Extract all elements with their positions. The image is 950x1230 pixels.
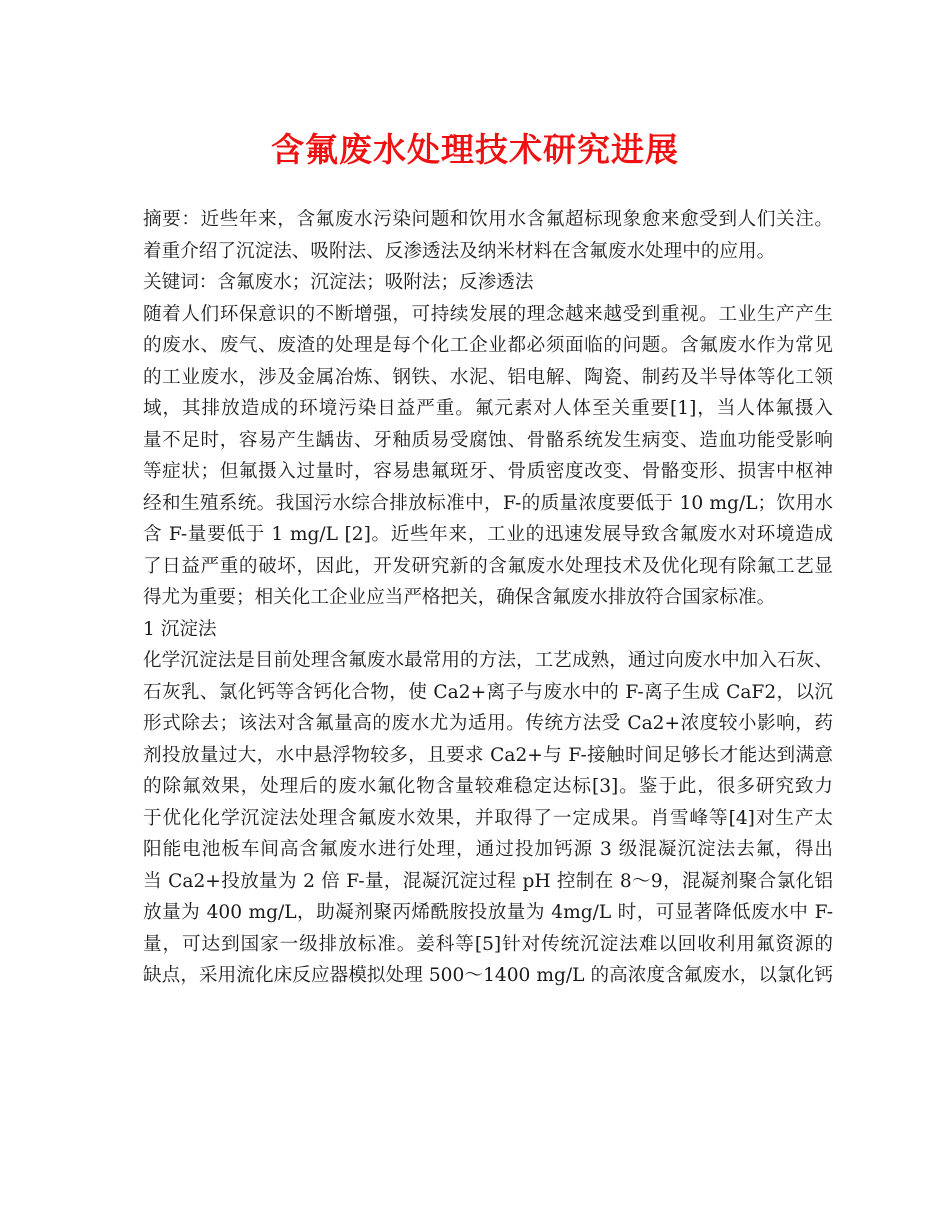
paragraph-line: 于优化化学沉淀法处理含氟废水效果，并取得了一定成果。肖雪峰等[4]对生产太 [143,807,833,829]
paragraph-line: 得尤为重要；相关化工企业应当严格把关，确保含氟废水排放符合国家标准。 [143,587,776,608]
paragraph-line: 含 F-量要低于 1 mg/L [2]。近些年来，工业的迅速发展导致含氟废水对环境造成 [143,524,833,545]
paragraph-line: 等症状；但氟摄入过量时，容易患氟斑牙、骨质密度改变、骨骼变形、损害中枢神 [143,461,833,482]
paragraph-line: 量不足时，容易产生龋齿、牙釉质易受腐蚀、骨骼系统发生病变、造血功能受影响 [143,429,833,451]
paragraph-line: 的工业废水，涉及金属冶炼、钢铁、水泥、铝电解、陶瓷、制药及半导体等化工领 [143,366,833,388]
paragraph-line: 当 Ca2+投放量为 2 倍 F-量，混凝沉淀过程 pH 控制在 8～9，混凝剂聚合氯化铝 [143,870,833,892]
paragraph-line: 了日益严重的破坏，因此，开发研究新的含氟废水处理技术及优化现有除氟工艺显 [143,555,833,577]
abstract-line: 着重介绍了沉淀法、吸附法、反渗透法及纳米材料在含氟废水处理中的应用。 [143,240,776,262]
paragraph-line: 放量为 400 mg/L，助凝剂聚丙烯酰胺投放量为 4mg/L 时，可显著降低废水中 F- [143,902,833,923]
paragraph-line: 剂投放量过大，水中悬浮物较多，且要求 Ca2+与 F-接触时间足够长才能达到满意 [143,744,833,766]
paragraph-line: 阳能电池板车间高含氟废水进行处理，通过投加钙源 3 级混凝沉淀法去氟，得出 [143,839,833,860]
paragraph-line: 域，其排放造成的环境污染日益严重。氟元素对人体至关重要[1]，当人体氟摄入 [143,398,833,419]
paragraph-line: 的废水、废气、废渣的处理是每个化工企业都必须面临的问题。含氟废水作为常见 [143,335,833,356]
abstract-line: 摘要：近些年来，含氟废水污染问题和饮用水含氟超标现象愈来愈受到人们关注。 [143,209,833,230]
paragraph-line: 缺点，采用流化床反应器模拟处理 500～1400 mg/L 的高浓度含氟废水，以氯化钙 [143,965,833,986]
paragraph-line: 石灰乳、氯化钙等含钙化合物，使 Ca2+离子与废水中的 F-离子生成 CaF2，以沉 [143,681,833,703]
document-body [143,204,833,992]
document-title: 含氟废水处理技术研究进展 [271,130,679,169]
paragraph-line: 随着人们环保意识的不断增强，可持续发展的理念越来越受到重视。工业生产产生 [143,303,833,325]
paragraph-line: 化学沉淀法是目前处理含氟废水最常用的方法，工艺成熟，通过向废水中加入石灰、 [143,650,833,671]
keywords-line: 关键词：含氟废水；沉淀法；吸附法；反渗透法 [143,272,534,293]
paragraph-line: 经和生殖系统。我国污水综合排放标准中，F-的质量浓度要低于 10 mg/L；饮用水 [143,492,833,514]
paragraph-line: 形式除去；该法对含氟量高的废水尤为适用。传统方法受 Ca2+浓度较小影响，药 [143,713,833,734]
section-heading: 1 沉淀法 [143,618,217,640]
paragraph-line: 的除氟效果，处理后的废水氟化物含量较难稳定达标[3]。鉴于此，很多研究致力 [143,776,833,797]
paragraph-line: 量，可达到国家一级排放标准。姜科等[5]针对传统沉淀法难以回收利用氟资源的 [143,933,833,955]
